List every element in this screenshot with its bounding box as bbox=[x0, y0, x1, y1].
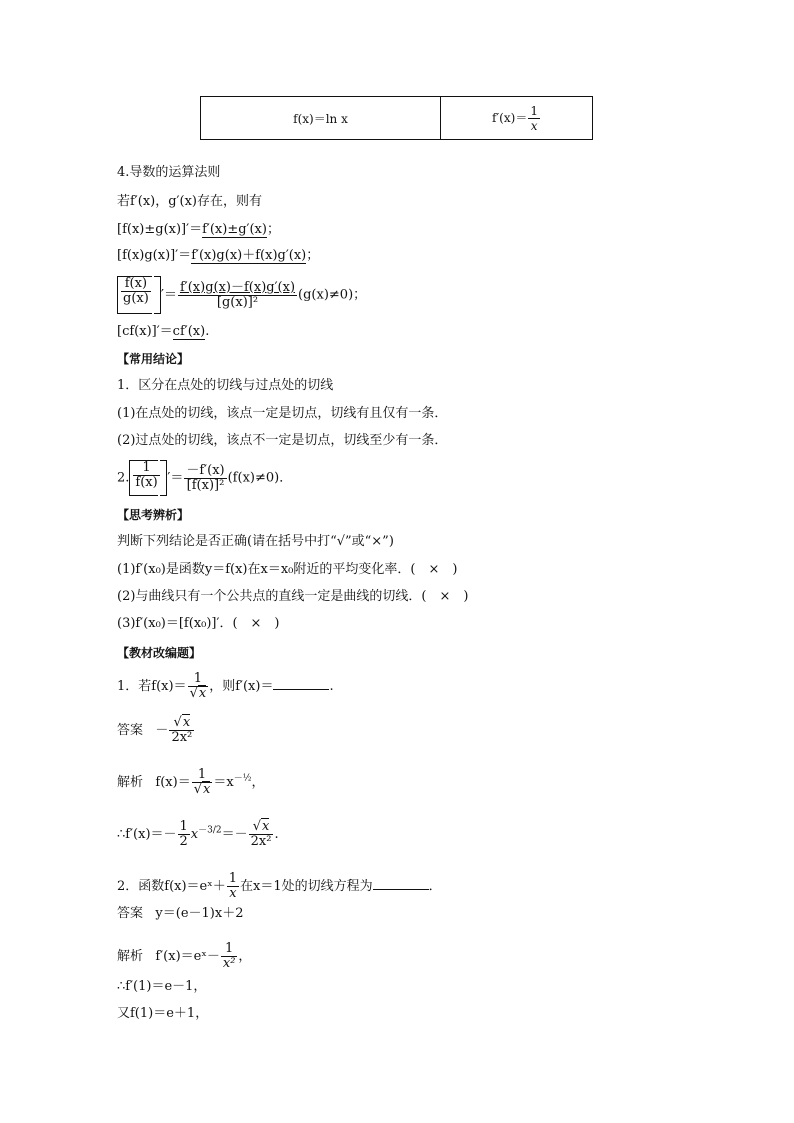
fraction-denominator: g(x) bbox=[123, 291, 149, 306]
solution-2-fraction bbox=[178, 820, 190, 849]
solution-2-result-fraction bbox=[249, 820, 274, 849]
solution-3-end: ， bbox=[238, 949, 252, 964]
item2-fraction bbox=[184, 464, 226, 493]
conclusions-heading: 【常用结论】 bbox=[117, 352, 190, 366]
rule-sum bbox=[117, 221, 280, 239]
fraction-numerator: 1 bbox=[179, 819, 188, 834]
fraction-denominator: 2x² bbox=[171, 730, 193, 745]
table-derivative-lhs: f′(x)＝ bbox=[492, 110, 528, 125]
rules-intro: 若f′(x)，g′(x)存在，则有 bbox=[117, 194, 262, 209]
item2-inner-fraction bbox=[133, 461, 159, 490]
fraction-numerator: 1 bbox=[192, 768, 213, 783]
table-cell-function bbox=[201, 97, 441, 140]
fraction-denominator: x bbox=[229, 886, 237, 901]
problem-1-lhs: 1．若f(x)＝ bbox=[117, 679, 187, 694]
answer-2-value: y＝(e－1)x＋2 bbox=[155, 906, 244, 921]
fraction-denominator: x² bbox=[222, 956, 236, 971]
fraction-numerator: √x bbox=[169, 716, 194, 731]
radicand: x bbox=[182, 715, 191, 730]
rule-product-lhs: [f(x)g(x)]′＝ bbox=[117, 248, 192, 263]
solution-1-line-1 bbox=[117, 768, 264, 797]
rule-product-end: ； bbox=[306, 248, 320, 263]
rule-product bbox=[117, 247, 319, 265]
rule-sum-rhs: f′(x)±g′(x) bbox=[202, 222, 267, 237]
rule-constant-rhs: cf′(x) bbox=[172, 324, 206, 339]
solution-1-fraction bbox=[192, 768, 213, 797]
answer-1 bbox=[117, 716, 195, 745]
item2-prime: ′＝ bbox=[167, 470, 184, 486]
fraction-numerator: －f′(x) bbox=[186, 462, 225, 478]
thinking-question-1: (1)f′(x₀)是函数y＝f(x)在x＝x₀附近的平均变化率．( × ) bbox=[117, 562, 458, 577]
rules-heading: 4.导数的运算法则 bbox=[117, 165, 221, 180]
solution-1-line-2 bbox=[117, 820, 279, 849]
problem-2-fraction bbox=[227, 872, 239, 901]
fraction-numerator: 1 bbox=[228, 871, 238, 886]
answer-1-sign: － bbox=[155, 723, 169, 738]
solution-2-lhs: ∴f′(x)＝－ bbox=[117, 827, 177, 842]
solution-2-exponent: －3/2 bbox=[198, 825, 222, 836]
table-cell-derivative bbox=[441, 97, 593, 140]
conclusion-item-1a: (1)在点处的切线，该点一定是切点，切线有且仅有一条． bbox=[117, 406, 448, 421]
quotient-left-bracket bbox=[117, 276, 152, 314]
solution-3-lhs: f′(x)＝eˣ－ bbox=[155, 949, 220, 964]
solution-2-line-3: 又f(1)＝e＋1， bbox=[117, 1006, 209, 1021]
fraction-denominator: x bbox=[530, 118, 538, 133]
answer-blank bbox=[373, 876, 429, 890]
fraction-numerator: f′(x)g(x)－f(x)g′(x) bbox=[179, 279, 296, 295]
rule-quotient bbox=[117, 276, 366, 314]
rule-constant-end: . bbox=[205, 324, 210, 339]
solution-1-lhs: f(x)＝ bbox=[155, 775, 191, 790]
quotient-right-bracket bbox=[154, 276, 161, 314]
item2-number: 2. bbox=[117, 470, 130, 486]
fraction-numerator: f(x) bbox=[121, 277, 151, 292]
problem-1-end: . bbox=[329, 679, 334, 694]
answer-1-fraction bbox=[169, 716, 194, 745]
fraction-numerator: 1 bbox=[530, 103, 538, 118]
thinking-heading: 【思考辨析】 bbox=[117, 508, 190, 522]
textbook-heading: 【教材改编题】 bbox=[117, 646, 202, 660]
answer-label: 答案 bbox=[117, 906, 144, 921]
solution-1-end: ， bbox=[251, 775, 265, 790]
answer-2 bbox=[117, 905, 243, 923]
radicand: x bbox=[203, 782, 211, 797]
fraction-denominator: √x bbox=[193, 782, 211, 797]
rule-product-rhs: f′(x)g(x)＋f(x)g′(x) bbox=[191, 248, 307, 263]
solution-2-eq: ＝－ bbox=[221, 827, 248, 842]
fraction-denominator: f(x) bbox=[135, 475, 158, 490]
solution-1-power-base: ＝x bbox=[213, 775, 234, 790]
fraction-denominator: 2x² bbox=[250, 834, 272, 849]
fraction-numerator: 1 bbox=[188, 672, 209, 687]
conclusion-item-1b: (2)过点处的切线，该点不一定是切点，切线至少有一条． bbox=[117, 433, 448, 448]
derivative-table bbox=[200, 96, 593, 140]
fraction-numerator: √x bbox=[249, 820, 274, 835]
answer-blank bbox=[273, 676, 329, 690]
item2-left-bracket bbox=[129, 460, 158, 496]
thinking-question-2: (2)与曲线只有一个公共点的直线一定是曲线的切线．( × ) bbox=[117, 589, 469, 604]
solution-2-base: x bbox=[190, 827, 199, 842]
problem-2 bbox=[117, 872, 442, 901]
solution-label: 解析 bbox=[117, 775, 144, 790]
quotient-fraction bbox=[178, 281, 297, 310]
radicand: x bbox=[198, 686, 207, 701]
solution-label: 解析 bbox=[117, 949, 144, 964]
problem-2-lhs: 2．函数f(x)＝eˣ＋ bbox=[117, 879, 226, 894]
problem-1-rhs: ，则f′(x)＝ bbox=[209, 679, 274, 694]
solution-3-fraction bbox=[221, 942, 238, 971]
fraction-denominator: [g(x)]² bbox=[216, 294, 259, 310]
solution-2-line-2: ∴f′(1)＝e－1， bbox=[117, 979, 207, 994]
problem-2-rhs: 在x＝1处的切线方程为 bbox=[240, 879, 373, 894]
thinking-intro: 判断下列结论是否正确(请在括号中打“√”或“×”) bbox=[117, 534, 394, 549]
item2-condition: (f(x)≠0)． bbox=[227, 470, 293, 486]
rule-sum-lhs: [f(x)±g(x)]′＝ bbox=[117, 222, 203, 237]
rule-constant-lhs: [cf(x)]′＝ bbox=[117, 324, 173, 339]
conclusion-item-2 bbox=[117, 460, 292, 496]
quotient-inner-fraction bbox=[121, 277, 151, 306]
problem-2-end: ． bbox=[428, 879, 442, 894]
rule-constant bbox=[117, 323, 209, 341]
thinking-question-3: (3)f′(x₀)＝[f(x₀)]′．( × ) bbox=[117, 616, 280, 631]
fraction-numerator: 1 bbox=[221, 942, 238, 957]
problem-1 bbox=[117, 672, 334, 701]
radicand: x bbox=[262, 819, 270, 834]
table-row bbox=[201, 97, 593, 140]
fraction-denominator: [f(x)]² bbox=[186, 477, 225, 493]
solution-2-line-1 bbox=[117, 942, 251, 971]
rule-sum-end: ； bbox=[266, 222, 280, 237]
conclusion-item-1: 1．区分在点处的切线与过点处的切线 bbox=[117, 378, 334, 393]
table-derivative-fraction bbox=[528, 104, 540, 133]
solution-1-exponent: －½ bbox=[233, 773, 252, 784]
solution-2-end: . bbox=[274, 827, 279, 842]
fraction-denominator: √x bbox=[189, 686, 207, 701]
fraction-denominator: 2 bbox=[179, 834, 188, 849]
answer-label: 答案 bbox=[117, 723, 144, 738]
table-function-text: f(x)＝ln x bbox=[293, 111, 348, 126]
fraction-numerator: 1 bbox=[133, 461, 159, 476]
quotient-condition: (g(x)≠0)； bbox=[298, 287, 367, 303]
problem-1-fraction bbox=[188, 672, 209, 701]
quotient-prime: ′＝ bbox=[161, 287, 177, 303]
